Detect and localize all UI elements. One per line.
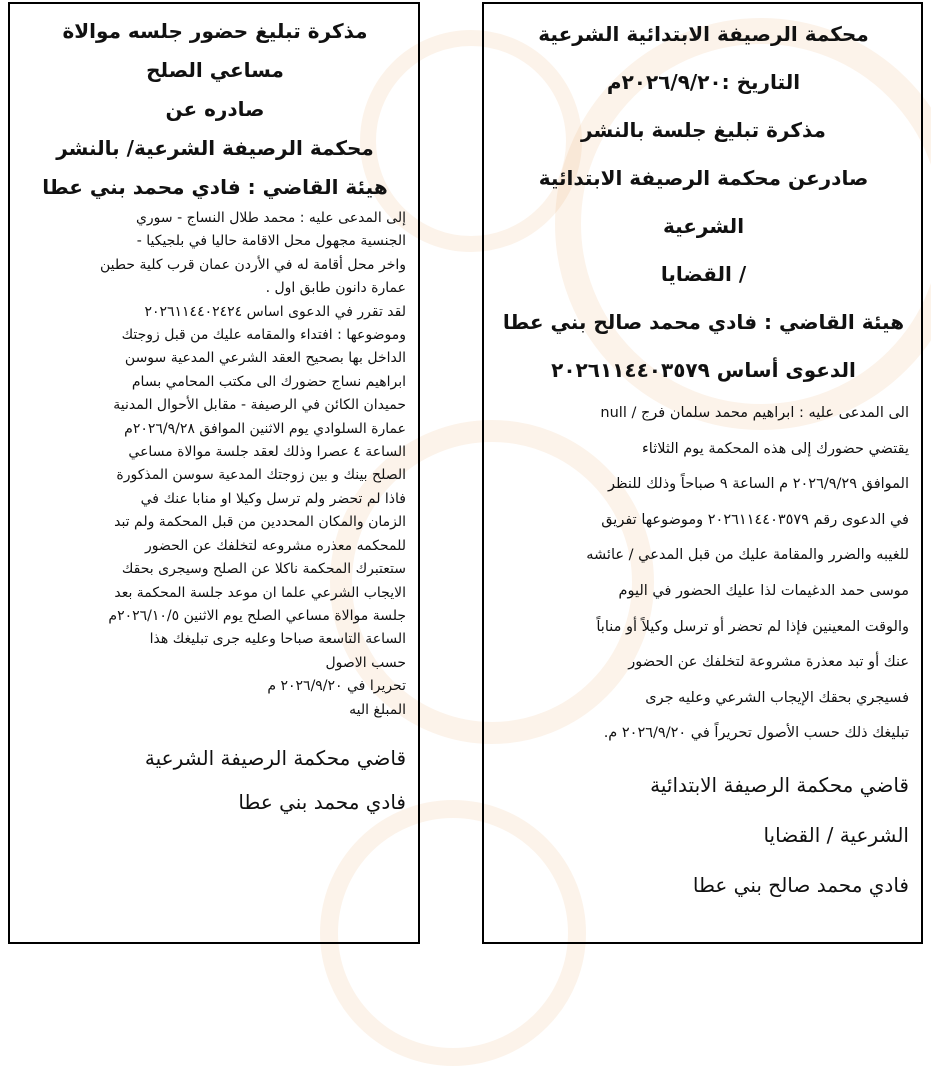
left-body-line: واخر محل أقامة له في الأردن عمان قرب كلية حطين (100, 256, 406, 273)
right-body-line: للغيبه والضرر والمقامة عليك من قبل المدعي / عائشه (586, 547, 909, 564)
left-body-line: ابراهيم نساج حضورك الى مكتب المحامي بسام (131, 373, 406, 390)
right-title-line: / القضايا (660, 262, 747, 286)
right-date-line: التاريخ :٢٠٢٦/٩/٢٠م (606, 70, 801, 94)
left-body-line: لقد تقرر في الدعوى اساس ٢٠٢٦١١٤٤٠٢٤٢٤ (144, 303, 406, 320)
left-body-line: المبلغ اليه (349, 701, 406, 718)
left-body-line: الداخل بها بصحيح العقد الشرعي المدعية سوسن (124, 350, 406, 367)
right-signature-name: فادي محمد صالح بني عطا (692, 872, 909, 897)
left-signature (24, 736, 406, 824)
left-notice (8, 2, 420, 944)
left-body-line: جلسة موالاة مساعي الصلح يوم الاثنين ٢٠٢٦/١٠/٥م (108, 607, 406, 624)
right-notice-header (498, 10, 909, 394)
left-title-line: مذكرة تبليغ حضور جلسه موالاة مساعي الصلح (62, 19, 368, 82)
left-signature-name: فادي محمد بني عطا (238, 789, 406, 814)
left-notice-body (24, 207, 406, 722)
right-judge-line: هيئة القاضي : فادي محمد صالح بني عطا (502, 310, 905, 334)
left-title-line: صادره عن (165, 97, 265, 121)
right-signature (498, 760, 909, 910)
right-body-line: عنك أو تبد معذرة مشروعة لتخلفك عن الحضور (628, 654, 909, 671)
right-body-line: الى المدعى عليه : ابراهيم محمد سلمان فرج / null (600, 405, 909, 421)
right-body-line: الموافق ٢٠٢٦/٩/٢٩ م الساعة ٩ صباحاً وذلك للنظر (607, 476, 909, 493)
left-body-line: حميدان الكائن في الرصيفة - مقابل الأحوال المدنية (113, 397, 406, 414)
right-body-line: والوقت المعينين فإذا لم تحضر أو ترسل وكيلاً أو مناباً (596, 618, 909, 635)
right-title-line: مذكرة تبليغ جلسة بالنشر (581, 118, 826, 142)
right-body-line: يقتضي حضورك إلى هذه المحكمة يوم الثلاثاء (641, 440, 909, 457)
left-signature-title: قاضي محكمة الرصيفة الشرعية (144, 745, 406, 770)
left-body-line: حسب الاصول (325, 654, 406, 671)
left-body-line: عمارة السلوادي يوم الاثنين الموافق ٢٠٢٦/٩/٢٨م (124, 420, 406, 437)
right-body-line: فسيجري بحقك الإيجاب الشرعي وعليه جرى (645, 689, 909, 706)
right-body-line: موسى حمد الدغيمات لذا عليك الحضور في اليوم (618, 582, 909, 599)
left-body-line: للمحكمه معذره مشروعه لتخلفك عن الحضور (144, 537, 406, 554)
left-body-line: عمارة دانون طابق اول . (265, 280, 406, 297)
right-body-line: تبليغك ذلك حسب الأصول تحريراً في ٢٠٢٦/٩/٢٠ م. (603, 725, 909, 742)
right-title-line: محكمة الرصيفة الابتدائية الشرعية (538, 22, 869, 46)
left-body-line: إلى المدعى عليه : محمد طلال النساج - سوري (135, 210, 406, 226)
right-signature-title: قاضي محكمة الرصيفة الابتدائية (650, 772, 909, 797)
left-notice-header (24, 12, 406, 207)
left-judge-line: هيئة القاضي : فادي محمد بني عطا (42, 175, 388, 199)
left-body-line: الساعة التاسعة صباحا وعليه جرى تبليغك هذا (149, 631, 406, 648)
right-body-line: في الدعوى رقم ٢٠٢٦١١٤٤٠٣٥٧٩ وموضوعها تفريق (601, 511, 909, 528)
left-body-line: ستعتبرك المحكمة ناكلا عن الصلح وسيجرى بحقك (121, 561, 406, 578)
right-signature-title: الشرعية / القضايا (763, 822, 909, 847)
left-body-line: الزمان والمكان المحددين من قبل المحكمة ولم تبد (114, 514, 406, 531)
right-notice (482, 2, 923, 944)
left-body-line: وموضوعها : افتداء والمقامه عليك من قبل زوجتك (121, 327, 406, 344)
left-body-line: الصلح بينك و بين زوجتك المدعية سوسن المذكورة (116, 467, 406, 484)
left-body-line: الساعة ٤ عصرا وذلك لعقد جلسة موالاة مساعي (128, 444, 406, 461)
left-body-line: تحريرا في ٢٠٢٦/٩/٢٠ م (267, 678, 406, 695)
left-body-line: الايجاب الشرعي علما ان موعد جلسة المحكمة بعد (114, 584, 406, 601)
right-notice-body (498, 396, 909, 752)
right-case-number: الدعوى أساس ٢٠٢٦١١٤٤٠٣٥٧٩ (551, 358, 856, 382)
left-body-line: فاذا لم تحضر ولم ترسل وكيلا او منابا عنك في (140, 490, 406, 507)
left-body-line: الجنسية مجهول محل الاقامة حاليا في بلجيكيا - (136, 233, 406, 250)
left-title-line: محكمة الرصيفة الشرعية/ بالنشر (56, 136, 374, 160)
right-title-line: صادرعن محكمة الرصيفة الابتدائية الشرعية (538, 166, 869, 238)
